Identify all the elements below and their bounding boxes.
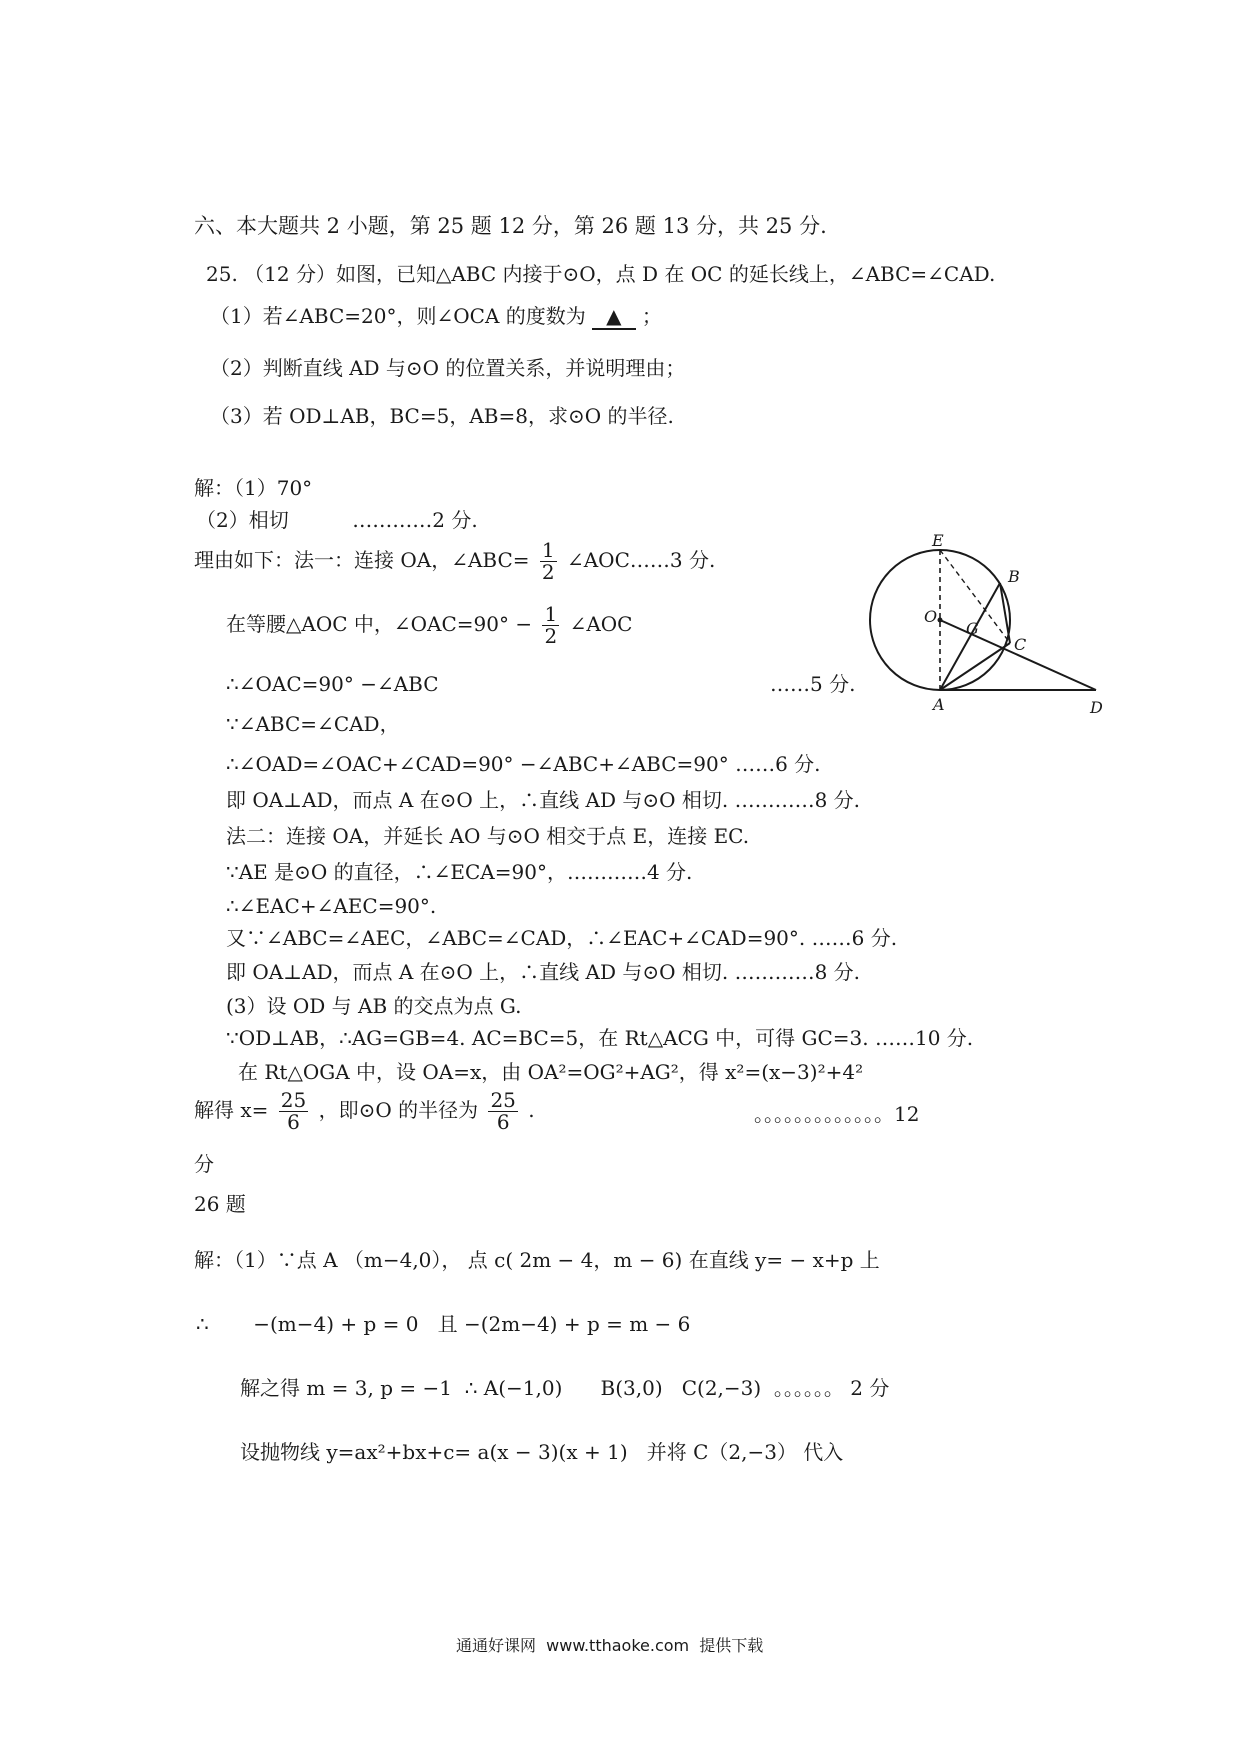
label-a: A bbox=[933, 695, 945, 714]
fraction-numerator: 25 bbox=[280, 1088, 307, 1112]
label-b: B bbox=[1008, 567, 1020, 586]
page-footer: 通通好课网 www.tthaoke.com 提供下载 bbox=[456, 1636, 764, 1655]
fraction-denominator: 6 bbox=[496, 1110, 510, 1134]
solution-line-17a: 解得 x= bbox=[194, 1098, 269, 1122]
solution-line-9: 法二：连接 OA，并延长 AO 与⊙O 相交于点 E，连接 EC. bbox=[226, 824, 750, 848]
label-g: G bbox=[966, 619, 979, 638]
triangle-mark-icon: ▲ bbox=[606, 304, 622, 328]
q26-line-4: 设抛物线 y=ax²+bx+c= a(x − 3)(x + 1) 并将 C（2,−3） 代入 bbox=[240, 1440, 844, 1464]
fraction-denominator: 2 bbox=[544, 624, 558, 648]
solution-line-4 bbox=[226, 604, 632, 647]
solution-line-1: 解：（1）70° bbox=[194, 476, 313, 500]
q25-part1-end: ； bbox=[641, 304, 662, 328]
q26-line-1: 解：（1）∵点 A （m−4,0）， 点 c( 2m − 4，m − 6) 在直线 y= − x+p 上 bbox=[194, 1248, 880, 1272]
q26-line-3: 解之得 m = 3, p = −1 ∴ A(−1,0) B(3,0) C(2,−3) 。。。。。。 2 分 bbox=[240, 1376, 890, 1400]
geometry-figure bbox=[868, 530, 1128, 730]
label-e: E bbox=[932, 531, 944, 550]
solution-line-6: ∵∠ABC=∠CAD， bbox=[226, 712, 400, 736]
q25-stem: 25. （12 分）如图，已知△ABC 内接于⊙O，点 D 在 OC 的延长线上，∠ABC=∠CAD. bbox=[206, 262, 996, 286]
label-o: O bbox=[924, 607, 938, 626]
label-c: C bbox=[1014, 635, 1027, 654]
fraction-denominator: 6 bbox=[287, 1110, 300, 1134]
solution-line-8: 即 OA⊥AD，而点 A 在⊙O 上，∴直线 AD 与⊙O 相切. …………8 分. bbox=[226, 788, 861, 812]
label-d: D bbox=[1090, 698, 1103, 717]
q25-part1 bbox=[210, 304, 662, 330]
solution-line-17c: . bbox=[528, 1098, 535, 1122]
solution-line-4a: 在等腰△AOC 中，∠OAC=90° − bbox=[226, 612, 533, 636]
section-title: 六、本大题共 2 小题，第 25 题 12 分，第 26 题 13 分，共 25 分. bbox=[194, 214, 827, 238]
solution-line-5: ∴∠OAC=90° −∠ABC bbox=[226, 672, 439, 696]
fraction-numerator: 1 bbox=[541, 538, 555, 562]
solution-line-16: 在 Rt△OGA 中，设 OA=x，由 OA²=OG²+AG²，得 x²=(x−3)²+4² bbox=[238, 1060, 864, 1084]
fraction-denominator: 2 bbox=[541, 560, 555, 584]
solution-line-17b: ，即⊙O 的半径为 bbox=[318, 1098, 479, 1122]
segment-od bbox=[940, 620, 1096, 690]
q25-part1-text: （1）若∠ABC=20°，则∠OCA 的度数为 bbox=[210, 304, 586, 328]
fraction-half bbox=[540, 540, 557, 583]
solution-line-3 bbox=[194, 540, 715, 583]
q26-title: 26 题 bbox=[194, 1192, 246, 1216]
solution-line-11: ∴∠EAC+∠AEC=90°. bbox=[226, 894, 437, 918]
solution-line-17 bbox=[194, 1090, 535, 1133]
q25-part3: （3）若 OD⊥AB，BC=5，AB=8，求⊙O 的半径. bbox=[210, 404, 674, 428]
solution-line-14: (3）设 OD 与 AB 的交点为点 G. bbox=[226, 994, 522, 1018]
solution-line-10: ∵AE 是⊙O 的直径，∴∠ECA=90°，…………4 分. bbox=[226, 860, 693, 884]
solution-line-3a: 理由如下：法一：连接 OA，∠ABC= bbox=[194, 548, 530, 572]
answer-blank bbox=[592, 304, 635, 330]
solution-line-17-score: 。。。。。。。。。。。。。12 bbox=[754, 1102, 920, 1126]
q26-line-2: ∴ −(m−4) + p = 0 且 −(2m−4) + p = m − 6 bbox=[196, 1312, 691, 1336]
solution-line-18: 分 bbox=[194, 1152, 214, 1176]
solution-line-3b: ∠AOC……3 分. bbox=[566, 548, 716, 572]
solution-line-15: ∵OD⊥AB，∴AG=GB=4. AC=BC=5，在 Rt△ACG 中，可得 GC=3. ……10 分. bbox=[226, 1026, 974, 1050]
solution-line-13: 即 OA⊥AD，而点 A 在⊙O 上，∴直线 AD 与⊙O 相切. …………8 分. bbox=[226, 960, 861, 984]
fraction-numerator: 25 bbox=[490, 1088, 516, 1112]
solution-line-4b: ∠AOC bbox=[569, 612, 633, 636]
segment-ac bbox=[940, 643, 1010, 690]
fraction-radius bbox=[488, 1090, 517, 1133]
solution-line-12: 又∵∠ABC=∠AEC，∠ABC=∠CAD，∴∠EAC+∠CAD=90°. ……6 分. bbox=[226, 926, 898, 950]
fraction-radius bbox=[279, 1090, 308, 1133]
fraction-numerator: 1 bbox=[544, 602, 558, 626]
solution-line-2: （2）相切 …………2 分. bbox=[196, 508, 478, 532]
center-dot bbox=[938, 618, 943, 623]
solution-line-7: ∴∠OAD=∠OAC+∠CAD=90° −∠ABC+∠ABC=90° ……6 分. bbox=[226, 752, 821, 776]
q25-part2: （2）判断直线 AD 与⊙O 的位置关系，并说明理由； bbox=[210, 356, 686, 380]
solution-line-5-score: ……5 分. bbox=[770, 672, 856, 696]
fraction-half bbox=[542, 604, 559, 647]
